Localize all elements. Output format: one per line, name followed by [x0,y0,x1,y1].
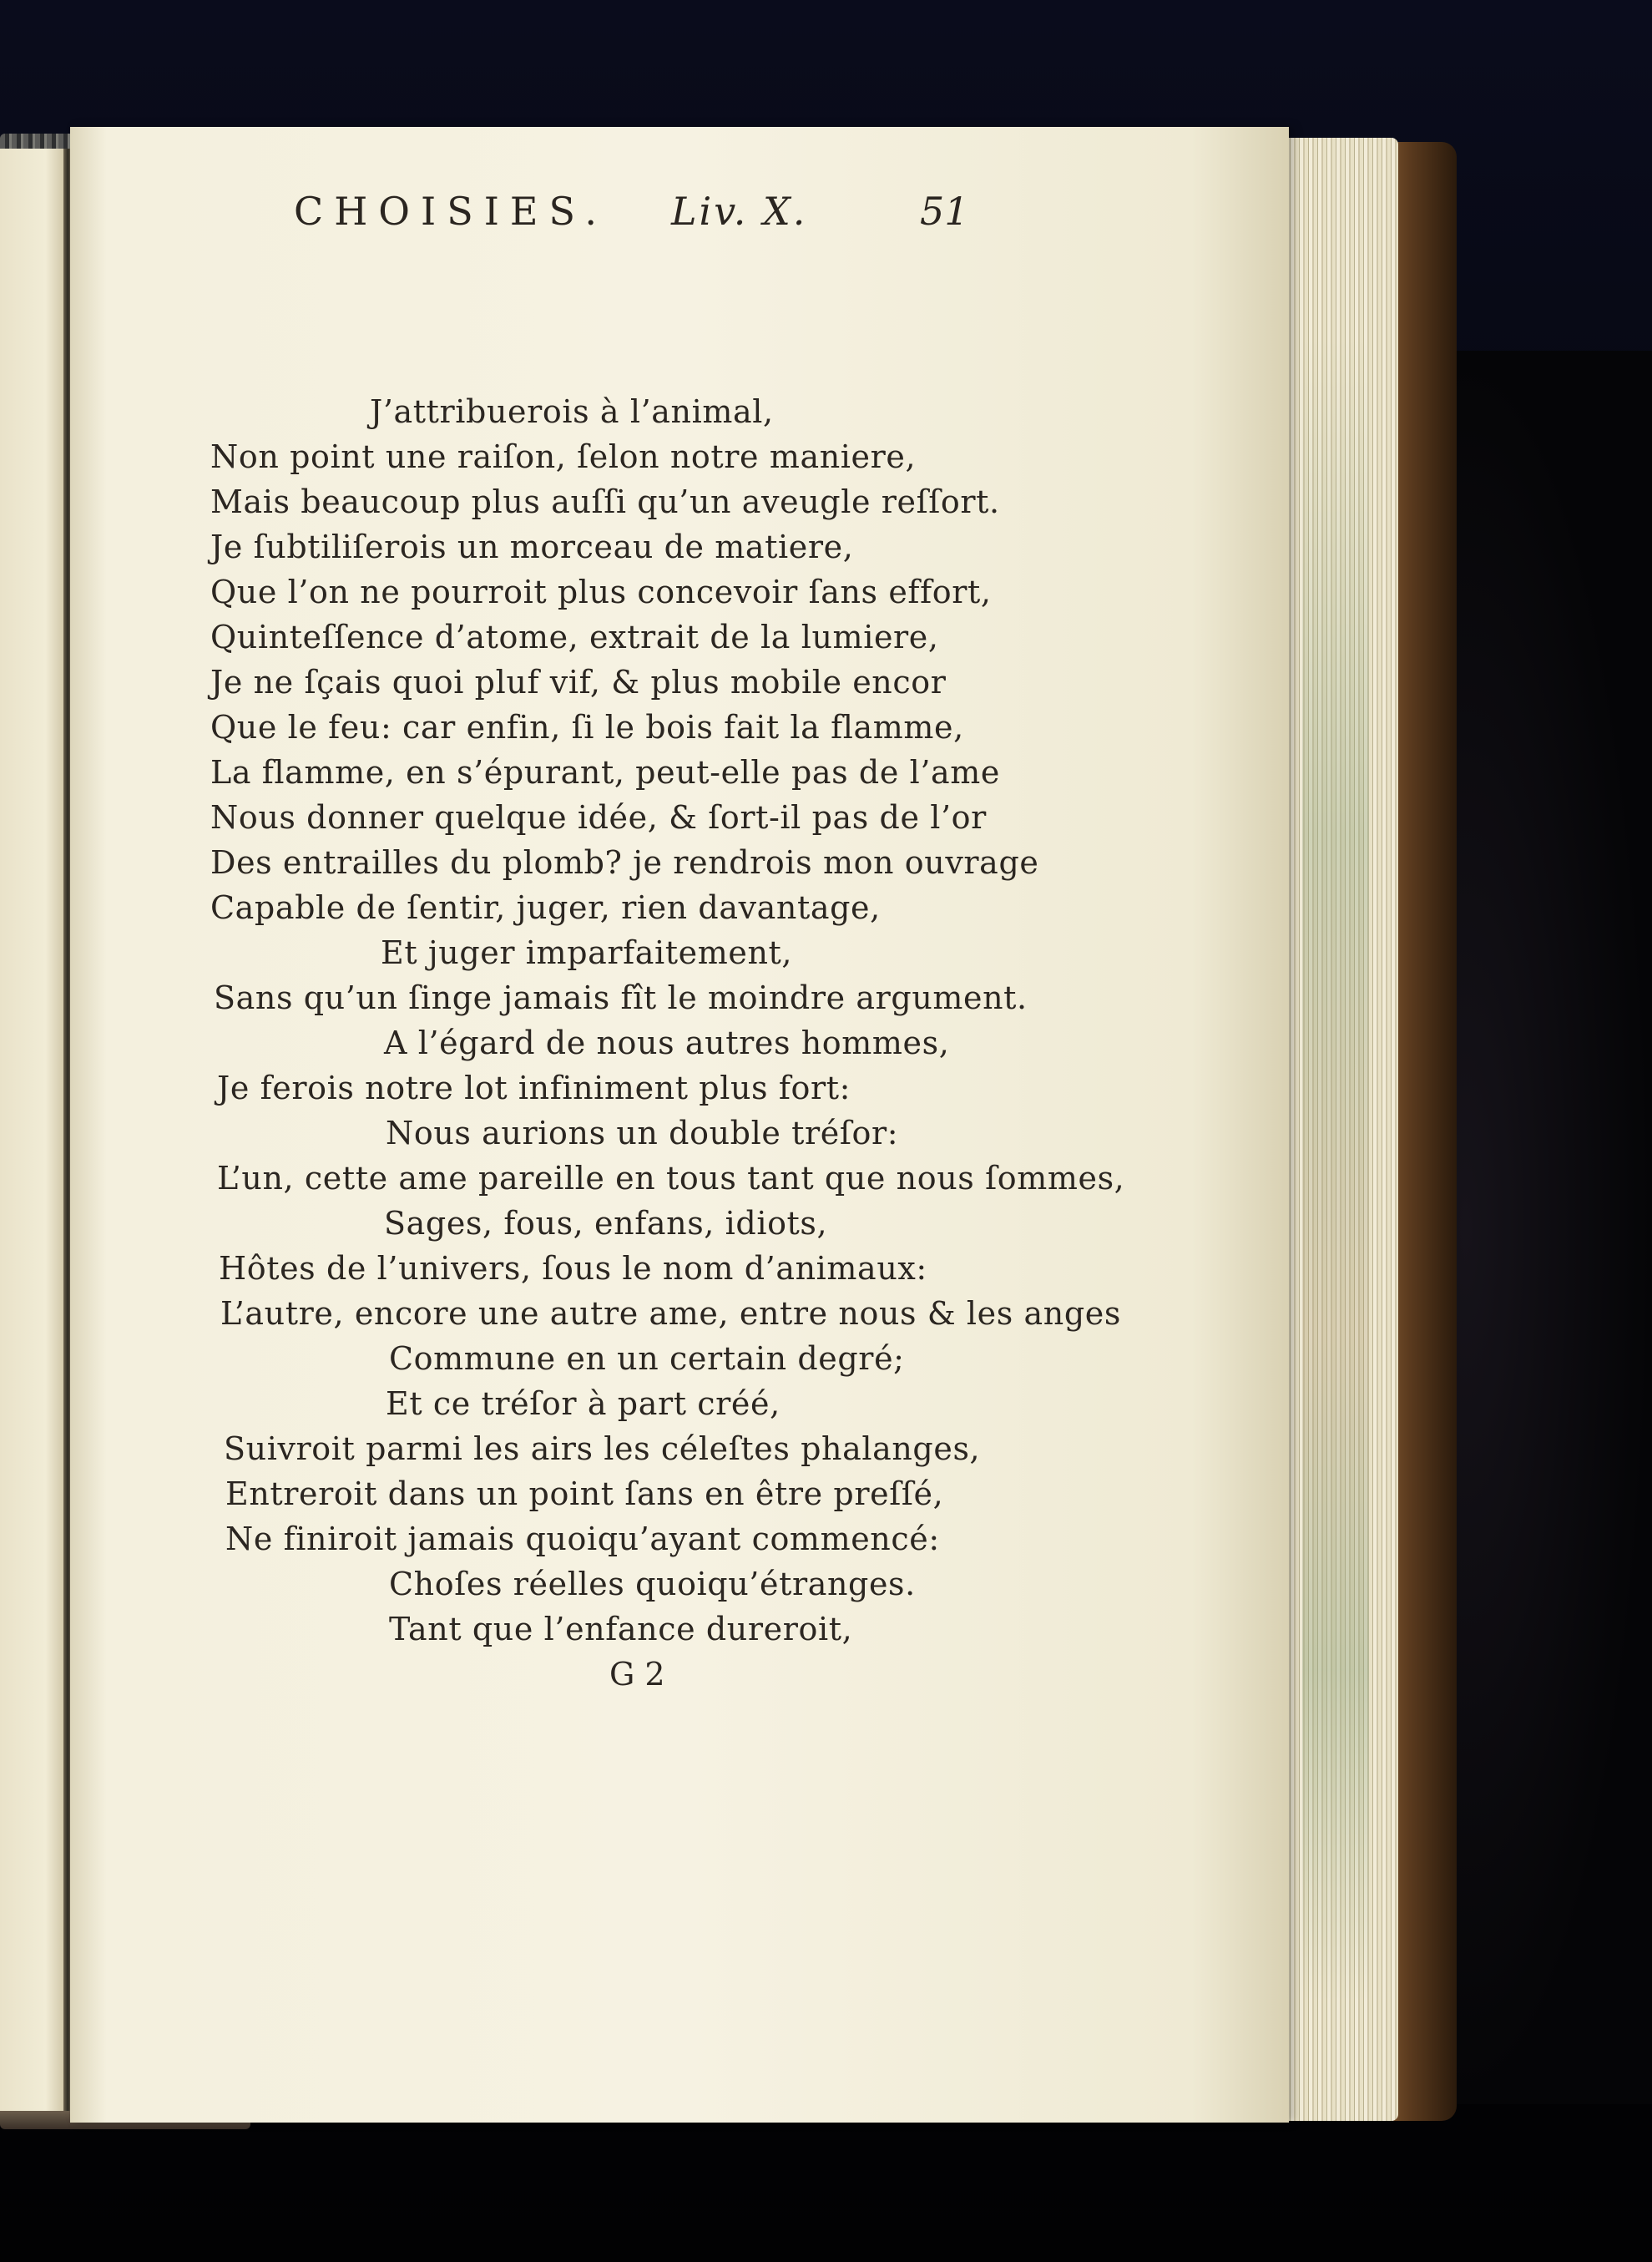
verse-line: Je ſubtiliſerois un morceau de matiere, [210,529,854,565]
left-page-edge [0,149,65,2111]
verse-line: Entreroit dans un point ſans en être preſſé, [225,1475,944,1512]
verse-line: Suivroit parmi les airs les céleſtes phalanges, [224,1430,981,1467]
verse-line: Commune en un certain degré; [389,1340,905,1377]
verse-line: Capable de ſentir, juger, rien davantage, [210,889,881,926]
verse-line: Quinteſſence d’atome, extrait de la lumiere, [210,619,939,655]
verse-line: Ne finiroit jamais quoiqu’ayant commencé: [225,1521,940,1557]
verse-line: Je ne ſçais quoi pluf vif, & plus mobile encor [210,664,947,701]
book-number: Liv. X. [671,189,808,234]
signature-mark: G 2 [609,1656,665,1693]
verse-line: J’attribuerois à l’animal, [370,393,774,430]
verse-line: Nous aurions un double tréſor: [386,1115,899,1151]
verse-line: Sages, fous, enfans, idiots, [384,1205,828,1242]
verse-line: Et ce tréſor à part créé, [386,1385,781,1422]
page-edge-staining [1302,334,1369,2004]
verse-line: Que l’on ne pourroit plus concevoir ſans effort, [210,574,992,610]
verse-line: Je ferois notre lot infiniment plus fort: [217,1070,851,1106]
running-title: CHOISIES. [294,189,608,234]
verse-line: Que le feu: car enfin, ſi le bois fait la flamme, [210,709,964,746]
verse-line: Choſes réelles quoiqu’étranges. [389,1566,916,1602]
verse-line: Et juger imparfaitement, [381,934,793,971]
verse-line: Sans qu’un ſinge jamais fît le moindre argument. [214,979,1028,1016]
verse-line: La flamme, en s’épurant, peut-elle pas de l’ame [210,754,1001,791]
verse-line: A l’égard de nous autres hommes, [384,1025,950,1061]
verse-line: Des entrailles du plomb? je rendrois mon ouvrage [210,844,1039,881]
verse-line: Non point une raiſon, ſelon notre maniere, [210,438,917,475]
verse-line: L’un, cette ame pareille en tous tant que nous ſommes, [217,1160,1125,1197]
verse-line: Nous donner quelque idée, & ſort-il pas de l’or [210,799,987,836]
verse-line: Tant que l’enfance dureroit, [389,1611,853,1647]
verse-line: L’autre, encore une autre ame, entre nous & les anges [220,1295,1121,1332]
verse-line: Mais beaucoup plus auſſi qu’un aveugle reſſort. [210,483,1000,520]
page-number: 51 [920,189,969,234]
verse-line: Hôtes de l’univers, ſous le nom d’animaux: [219,1250,927,1287]
running-header [294,182,1045,249]
